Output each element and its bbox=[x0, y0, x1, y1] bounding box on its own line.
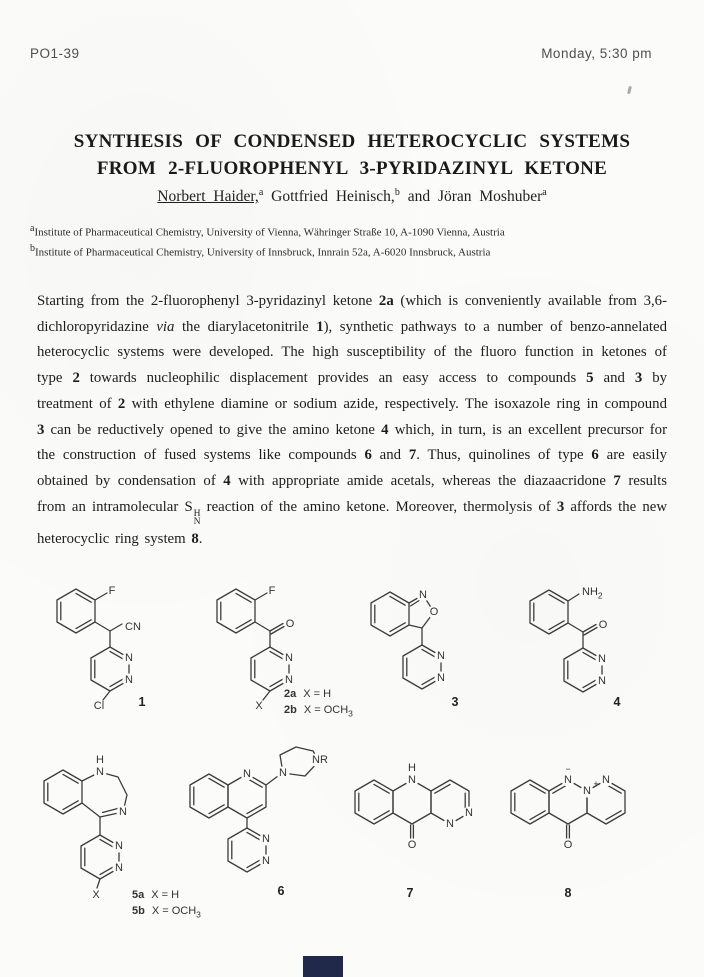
atom-label-n: N bbox=[583, 785, 591, 797]
atom-label-n: N bbox=[602, 774, 610, 786]
paper-title bbox=[0, 128, 704, 182]
atom-label-n: N bbox=[598, 653, 606, 665]
atom-label-x: X bbox=[255, 700, 263, 712]
compound-number: 3 bbox=[451, 695, 459, 709]
atom-label-n: N bbox=[285, 652, 293, 664]
atom-label-o: O bbox=[429, 606, 439, 618]
abstract-paragraph: Starting from the 2-fluorophenyl 3-pyridazinyl ketone 2a (which is conveniently available from 3,6-dichloropyridazine via the diarylacetonitrile 1), synthetic pathways to a number of benzo-annelated heterocyclic systems were developed. The high susceptibility of the fluoro function in ketones of type 2 towards nucleophilic displacement provides an easy access to compounds 5 and 3 by treatment of 2 with ethylene diamine or sodium azide, respectively. The isoxazole ring in compound 3 can be reductively opened to give the amino ketone 4 which, in turn, is an excellent precursor for the construction of fused systems like compounds 6 and 7. Thus, quinolines of type 6 are easily obtained by condensation of 4 with appropriate amide acetals, whereas the diazaacridone 7 results from an intramolecular S H N reaction of the amino ketone. Moreover, thermolysis of 3 affords the new heterocyclic ring system 8. bbox=[37, 293, 668, 547]
atom-label-n: N bbox=[285, 674, 293, 686]
scan-speck bbox=[627, 86, 632, 94]
affiliations bbox=[30, 221, 680, 261]
structure-compound-6 bbox=[185, 745, 365, 930]
structure-compound-2 bbox=[200, 583, 365, 733]
substituent-label-5a: 5a X = H bbox=[132, 889, 180, 901]
atom-label-n: N bbox=[437, 672, 445, 684]
poster-code: PO1-39 bbox=[30, 46, 80, 61]
atom-label-n: N bbox=[564, 774, 572, 786]
atom-label-n: N bbox=[437, 650, 445, 662]
structure-compound-7 bbox=[352, 755, 527, 915]
atom-label-h: H bbox=[96, 754, 104, 766]
atom-label-f: F bbox=[268, 585, 276, 597]
atom-label-n: N bbox=[115, 862, 123, 874]
authors-line: Norbert Haider,$^a$ Gottfried Heinisch,$^b$ and Jöran Moshuber$^a$ bbox=[157, 187, 547, 206]
atom-label-cl: Cl bbox=[93, 700, 105, 712]
atom-label-cn: CN bbox=[125, 621, 141, 633]
structure-compound-4 bbox=[523, 583, 683, 733]
structure-compound-3 bbox=[363, 583, 513, 733]
atom-label-n: N bbox=[125, 652, 133, 664]
atom-label-o: O bbox=[598, 619, 608, 631]
substituent-label-2b: 2b $X = OCH_3$ bbox=[284, 704, 353, 719]
compound-number: 7 bbox=[406, 886, 414, 900]
atom-label-n: N bbox=[446, 818, 454, 830]
atom-label-n: N bbox=[408, 774, 416, 786]
compound-number: 4 bbox=[613, 695, 621, 709]
atom-label-o: O bbox=[563, 839, 573, 851]
compound-number: 8 bbox=[564, 886, 572, 900]
affiliation-line: $^b$Institute of Pharmaceutical Chemistry, University of Innsbruck, Innrain 52a, A-6020 Innsbruck, Austria bbox=[30, 243, 491, 259]
atom-label-x: X bbox=[92, 889, 100, 901]
compound-number: 6 bbox=[277, 884, 285, 898]
bottom-scan-mark bbox=[303, 956, 343, 977]
atom-label-n: N bbox=[119, 806, 127, 818]
atom-label-n: N bbox=[262, 833, 270, 845]
affiliation-line: $^a$Institute of Pharmaceutical Chemistry, University of Vienna, Währinger Straße 10, A-1090 Vienna, Austria bbox=[30, 223, 505, 239]
atom-label-n: N bbox=[279, 767, 287, 779]
atom-label-n: N bbox=[243, 768, 251, 780]
atom-label-n: N bbox=[598, 675, 606, 687]
session-time: Monday, 5:30 pm bbox=[541, 46, 652, 61]
title-line-2: FROM 2-FLUOROPHENYL 3-PYRIDAZINYL KETONE bbox=[96, 158, 608, 179]
atom-label-nr: NR bbox=[312, 754, 328, 766]
atom-label-nh2: $NH_2$ bbox=[582, 586, 603, 601]
atom-label-n: N bbox=[96, 766, 104, 778]
atom-label-o: O bbox=[407, 839, 417, 851]
plus-charge: + bbox=[593, 779, 599, 789]
title-line-1: SYNTHESIS OF CONDENSED HETEROCYCLIC SYSTEMS bbox=[73, 131, 631, 152]
atom-label-f: F bbox=[108, 585, 116, 597]
structure-compound-1 bbox=[38, 583, 188, 733]
minus-charge: − bbox=[565, 764, 571, 774]
atom-label-o: O bbox=[285, 618, 295, 630]
page-header bbox=[0, 46, 704, 61]
substituent-label-2a: 2a X = H bbox=[284, 688, 332, 700]
substituent-label-5b: 5b $X = OCH_3$ bbox=[132, 905, 201, 920]
structure-compound-8 bbox=[508, 755, 698, 915]
atom-label-n: N bbox=[115, 840, 123, 852]
atom-label-n: N bbox=[262, 855, 270, 867]
atom-label-h: H bbox=[408, 762, 416, 774]
atom-label-n: N bbox=[419, 589, 427, 601]
compound-number: 1 bbox=[138, 695, 146, 709]
atom-label-n: N bbox=[465, 807, 473, 819]
atom-label-n: N bbox=[125, 674, 133, 686]
